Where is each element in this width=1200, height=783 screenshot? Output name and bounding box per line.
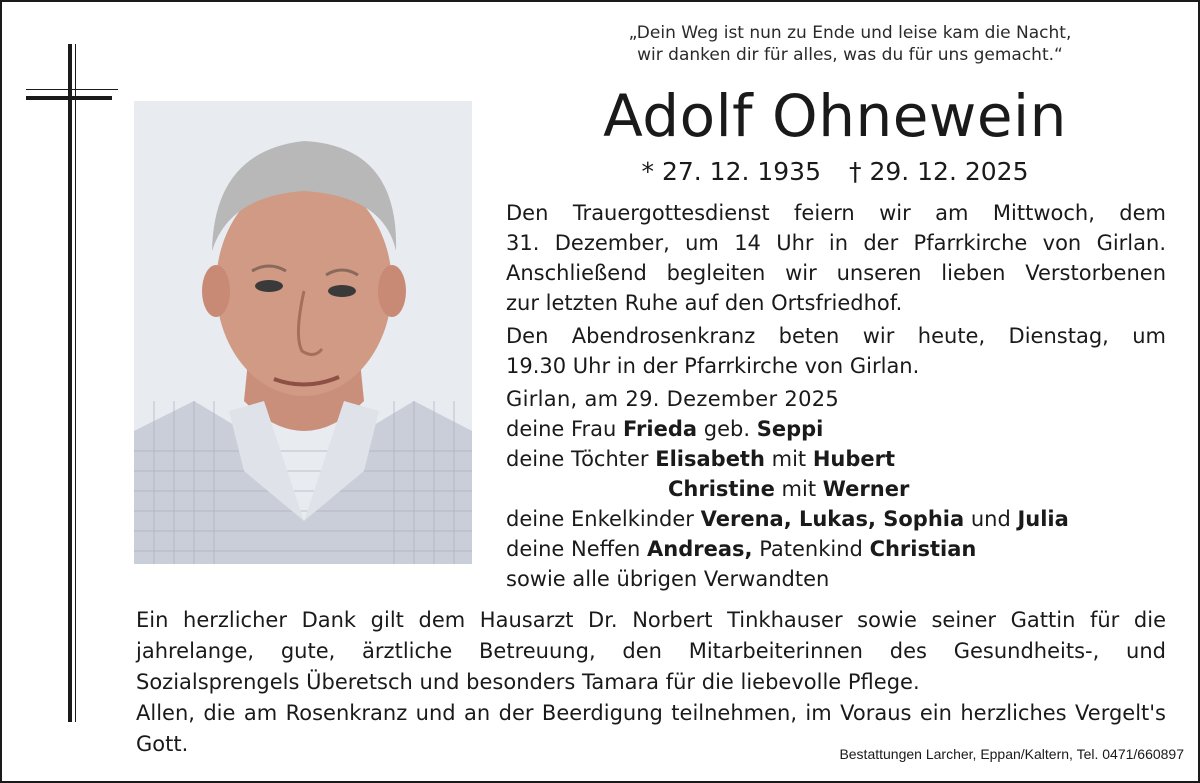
service-line: Anschließend begleiten wir unseren lieben Verstorbenen bbox=[506, 261, 1166, 285]
mourner-others: sowie alle übrigen Verwandten bbox=[506, 567, 830, 591]
place-date: Girlan, am 29. Dezember 2025 bbox=[506, 387, 840, 411]
death-date: † 29. 12. 2025 bbox=[849, 157, 1029, 186]
service-line: zur letzten Ruhe auf den Ortsfriedhof. bbox=[506, 291, 903, 315]
life-dates bbox=[560, 155, 1110, 189]
memorial-quote bbox=[560, 22, 1140, 66]
mourner-nephews: deine Neffen Andreas, Patenkind Christian bbox=[506, 537, 977, 561]
announcement-body bbox=[506, 198, 1166, 594]
portrait-photo bbox=[134, 101, 472, 564]
mourner-daughter-2: Christine mit Werner bbox=[668, 477, 910, 501]
thanks-section bbox=[136, 605, 1166, 760]
rosary-line: Den Abendrosenkranz beten wir heute, Dienstag, um bbox=[506, 324, 1166, 348]
quote-line-1: „Dein Weg ist nun zu Ende und leise kam die Nacht, bbox=[628, 23, 1072, 43]
rosary-line: 19.30 Uhr in der Pfarrkirche von Girlan. bbox=[506, 354, 920, 378]
thanks-paragraph: Ein herzlicher Dank gilt dem Hausarzt Dr. Norbert Tinkhauser sowie seiner Gattin für die jahrelange, gute, ärztliche Betreuung, den Mitarbeiterinnen des Gesundheits-, und Sozialsprengels Überetsch und besonders Tamara für die liebevolle Pflege. bbox=[136, 608, 1166, 694]
quote-line-2: wir danken dir für alles, was du für uns gemacht.“ bbox=[637, 45, 1063, 65]
undertaker-info: Bestattungen Larcher, Eppan/Kaltern, Tel. 0471/660897 bbox=[839, 746, 1184, 762]
funeral-service-paragraph bbox=[506, 198, 1166, 318]
mourner-grandchildren: deine Enkelkinder Verena, Lukas, Sophia und Julia bbox=[506, 507, 1069, 531]
service-line: 31. Dezember, um 14 Uhr in der Pfarrkirche von Girlan. bbox=[506, 231, 1166, 255]
thanks-paragraph-2: Allen, die am Rosenkranz und an der Beerdigung teilnehmen, im Voraus ein herzliches Vergelt's Gott. bbox=[136, 701, 1166, 756]
birth-date: * 27. 12. 1935 bbox=[641, 157, 821, 186]
rosary-paragraph bbox=[506, 321, 1166, 381]
deceased-name: Adolf Ohnewein bbox=[603, 82, 1067, 150]
mourner-wife: deine Frau Frieda geb. Seppi bbox=[506, 417, 824, 441]
service-line: Den Trauergottesdienst feiern wir am Mittwoch, dem bbox=[506, 201, 1166, 225]
mourner-daughters: deine Töchter Elisabeth mit Hubert bbox=[506, 447, 896, 471]
